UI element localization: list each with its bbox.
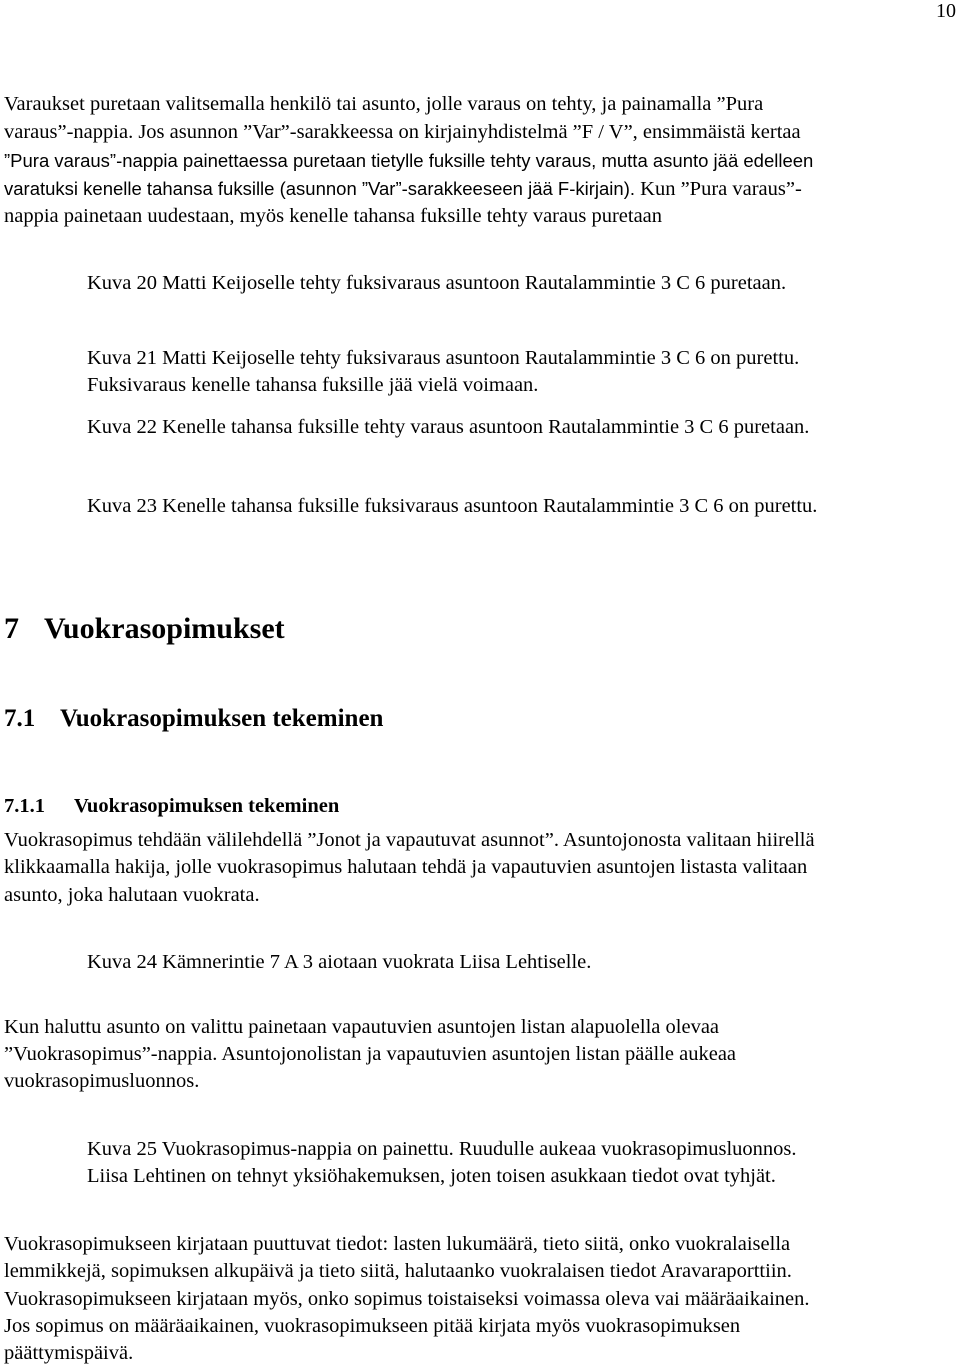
section-p2-line-3: vuokrasopimusluonnos. bbox=[4, 1070, 200, 1092]
heading-7-1-1 bbox=[4, 795, 339, 818]
heading-7 bbox=[4, 612, 285, 646]
section-p3-line-4: Jos sopimus on määräaikainen, vuokrasopimukseen pitää kirjata myös vuokrasopimuksen bbox=[4, 1315, 741, 1337]
caption-kuva-25-line-1: Kuva 25 Vuokrasopimus-nappia on painettu. Ruudulle aukeaa vuokrasopimusluonnos. bbox=[87, 1138, 797, 1160]
section-p3-line-1: Vuokrasopimukseen kirjataan puuttuvat tiedot: lasten lukumäärä, tieto siitä, onko vuokralaisella bbox=[4, 1233, 791, 1255]
section-p1-line-1: Vuokrasopimus tehdään välilehdellä ”Jonot ja vapautuvat asunnot”. Asuntojonosta valitaan hiirellä bbox=[4, 829, 815, 851]
intro-line-5: nappia painetaan uudestaan, myös kenelle tahansa fuksille tehty varaus puretaan bbox=[4, 205, 663, 227]
heading-7-1-number: 7.1 bbox=[4, 705, 36, 732]
heading-7-1-1-text: Vuokrasopimuksen tekeminen bbox=[74, 795, 340, 817]
caption-kuva-20: Kuva 20 Matti Keijoselle tehty fuksivaraus asuntoon Rautalammintie 3 C 6 puretaan. bbox=[87, 272, 787, 294]
section-p2-line-1: Kun haluttu asunto on valittu painetaan vapautuvien asuntojen listan alapuolella olevaa bbox=[4, 1016, 720, 1038]
intro-line-2: varaus”-nappia. Jos asunnon ”Var”-sarakkeessa on kirjainyhdistelmä ”F / V”, ensimmäistä kertaa bbox=[4, 121, 801, 143]
page-number: 10 bbox=[936, 0, 956, 22]
intro-line-3: ”Pura varaus”-nappia painettaessa puretaan tietylle fuksille tehty varaus, mutta asunto jää edelleen bbox=[4, 150, 814, 171]
section-p1-line-3: asunto, joka halutaan vuokrata. bbox=[4, 884, 260, 906]
section-p1-line-2: klikkaamalla hakija, jolle vuokrasopimus halutaan tehdä ja vapautuvien asuntojen listasta valitaan bbox=[4, 856, 808, 878]
heading-7-1 bbox=[4, 705, 383, 733]
section-p3-line-5: päättymispäivä. bbox=[4, 1342, 134, 1364]
caption-kuva-24: Kuva 24 Kämnerintie 7 A 3 aiotaan vuokrata Liisa Lehtiselle. bbox=[87, 951, 592, 973]
heading-7-1-1-number: 7.1.1 bbox=[4, 795, 45, 817]
heading-7-text: Vuokrasopimukset bbox=[44, 612, 285, 645]
intro-line-4 bbox=[4, 178, 802, 201]
section-p2-line-2: ”Vuokrasopimus”-nappia. Asuntojonolistan ja vapautuvien asuntojen listan päälle aukeaa bbox=[4, 1043, 737, 1065]
section-p3-line-3: Vuokrasopimukseen kirjataan myös, onko sopimus toistaiseksi voimassa oleva vai määräaikainen. bbox=[4, 1288, 810, 1310]
intro-line-4-serif: Kun ”Pura varaus”- bbox=[635, 178, 802, 200]
caption-kuva-23: Kuva 23 Kenelle tahansa fuksille fuksivaraus asuntoon Rautalammintie 3 C 6 on purettu. bbox=[87, 495, 818, 517]
caption-kuva-21-line-1: Kuva 21 Matti Keijoselle tehty fuksivaraus asuntoon Rautalammintie 3 C 6 on purettu. bbox=[87, 347, 800, 369]
caption-kuva-21-line-2: Fuksivaraus kenelle tahansa fuksille jää vielä voimaan. bbox=[87, 374, 539, 396]
intro-line-1: Varaukset puretaan valitsemalla henkilö tai asunto, jolle varaus on tehty, ja painamalla ”Pura bbox=[4, 93, 764, 115]
heading-7-number: 7 bbox=[4, 612, 19, 645]
heading-7-1-text: Vuokrasopimuksen tekeminen bbox=[60, 705, 384, 732]
caption-kuva-22: Kuva 22 Kenelle tahansa fuksille tehty varaus asuntoon Rautalammintie 3 C 6 puretaan. bbox=[87, 416, 810, 438]
intro-line-4-sans: varatuksi kenelle tahansa fuksille (asunnon ”Var”-sarakkeeseen jää F-kirjain). bbox=[4, 178, 636, 199]
caption-kuva-25-line-2: Liisa Lehtinen on tehnyt yksiöhakemuksen, joten toisen asukkaan tiedot ovat tyhjät. bbox=[87, 1165, 776, 1187]
section-p3-line-2: lemmikkejä, sopimuksen alkupäivä ja tieto siitä, halutaanko vuokralaisen tiedot Aravaraporttiin. bbox=[4, 1260, 792, 1282]
